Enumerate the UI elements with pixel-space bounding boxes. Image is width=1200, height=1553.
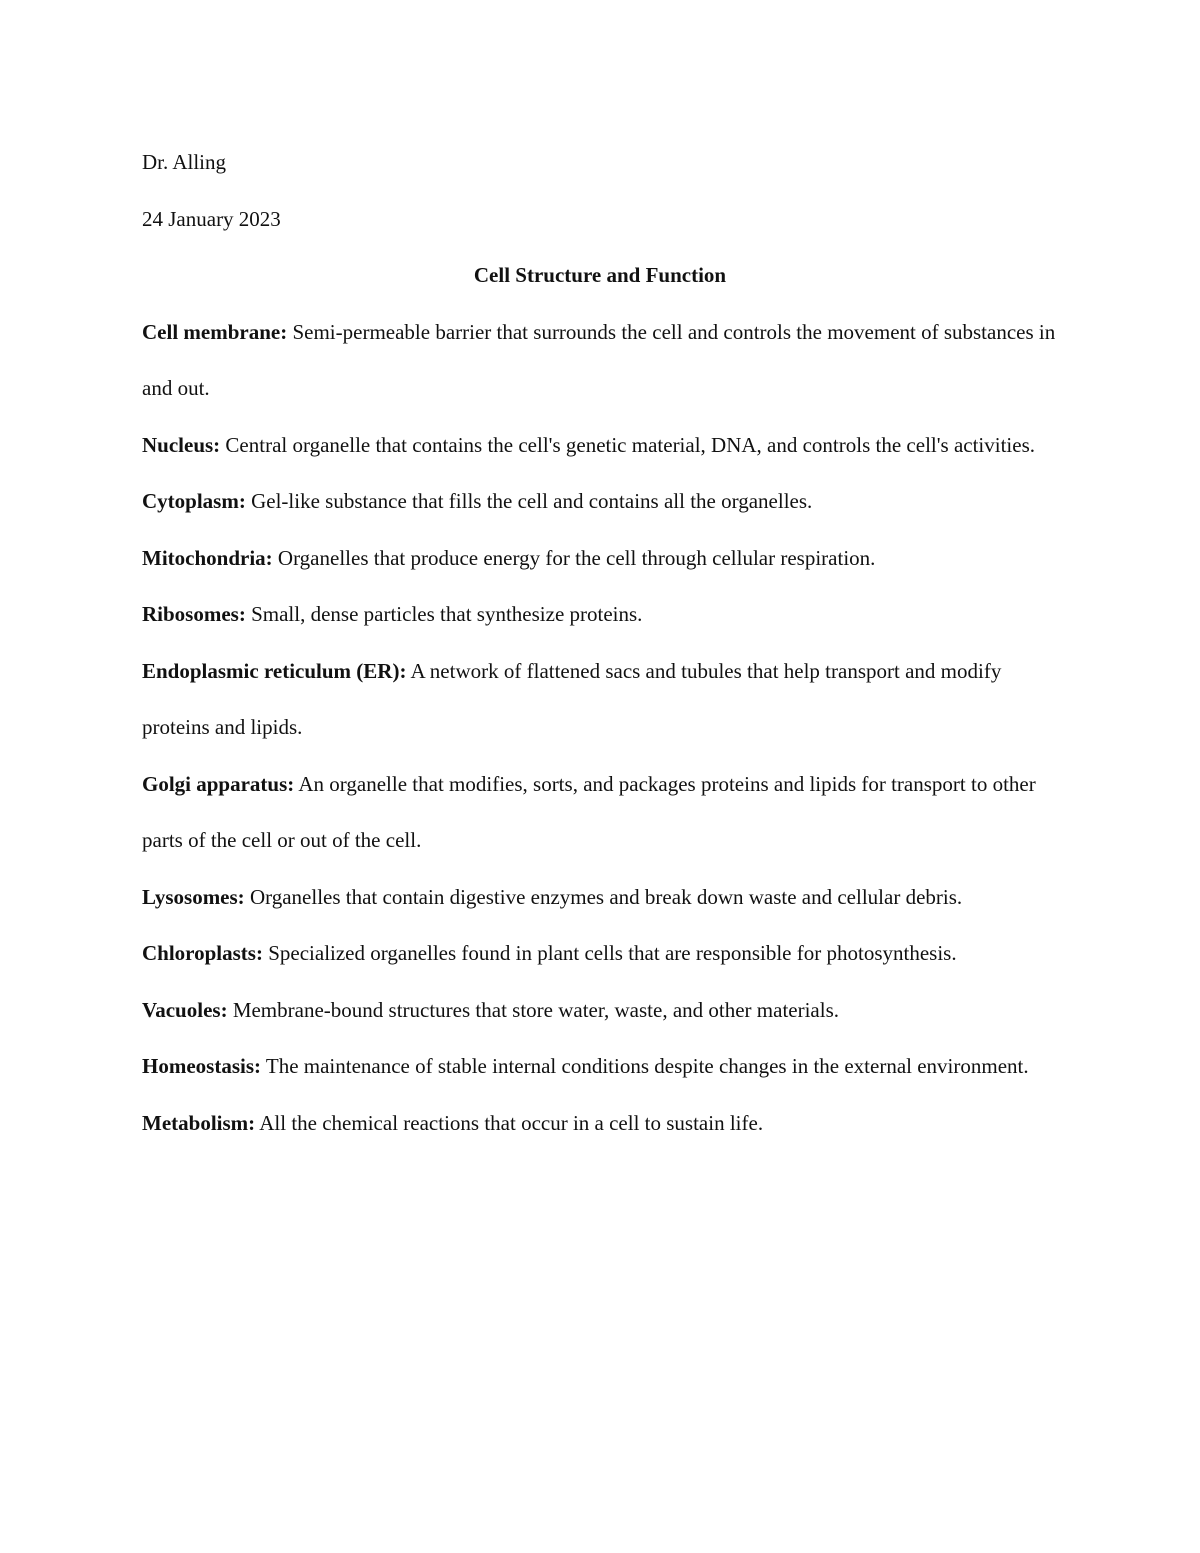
entry-lysosomes [142, 869, 1072, 926]
entry-definition: Specialized organelles found in plant cells that are responsible for photosynthesis. [268, 941, 957, 965]
entry-definition: Organelles that contain digestive enzymes and break down waste and cellular debris. [249, 884, 963, 909]
instructor-name: Dr. Alling [142, 150, 227, 174]
entry-term: Nucleus: [142, 432, 221, 457]
entry-term: Homeostasis: [142, 1054, 261, 1078]
entry-definition: Semi-permeable barrier that surrounds the cell and controls the movement of substances in and out. [142, 319, 1056, 400]
entry-term: Endoplasmic reticulum (ER): [142, 658, 407, 683]
entry-definition: The maintenance of stable internal conditions despite changes in the external environment. [265, 1054, 1029, 1078]
entry-definition: Gel-like substance that fills the cell and contains all the organelles. [251, 489, 813, 513]
entry-definition: A network of flattened sacs and tubules that help transport and modify proteins and lipids. [142, 658, 1002, 739]
entry-term: Mitochondria: [142, 545, 273, 570]
entry-term: Chloroplasts: [142, 941, 263, 965]
entry-term: Golgi apparatus: [142, 771, 295, 796]
entry-term: Vacuoles: [142, 997, 228, 1022]
entry-nucleus [142, 417, 1072, 474]
entry-golgi-apparatus [142, 756, 1072, 869]
entry-vacuoles [142, 982, 1072, 1039]
entry-chloroplasts [142, 925, 1072, 982]
entry-term: Ribosomes: [142, 602, 246, 626]
entry-term: Lysosomes: [142, 884, 245, 909]
document-title: Cell Structure and Function [473, 263, 727, 287]
entry-definition: Central organelle that contains the cell's genetic material, DNA, and controls the cell's activities. [225, 432, 1035, 457]
entry-term: Cytoplasm: [142, 489, 246, 513]
entry-cell-membrane [142, 304, 1072, 417]
entry-metabolism [142, 1095, 1072, 1152]
entry-mitochondria [142, 530, 1072, 587]
entry-term: Metabolism: [142, 1110, 256, 1135]
entry-cytoplasm [142, 473, 1072, 530]
document-body [142, 134, 1072, 1151]
entry-definition: Small, dense particles that synthesize proteins. [251, 602, 643, 626]
entry-definition: An organelle that modifies, sorts, and packages proteins and lipids for transport to other parts of the cell or out of the cell. [142, 771, 1036, 852]
entry-homeostasis [142, 1038, 1072, 1095]
entry-definition: Membrane-bound structures that store water, waste, and other materials. [232, 997, 840, 1022]
entry-definition: All the chemical reactions that occur in a cell to sustain life. [259, 1110, 764, 1135]
entry-ribosomes [142, 586, 1072, 643]
entry-endoplasmic-reticulum [142, 643, 1072, 756]
document-date: 24 January 2023 [142, 206, 281, 231]
entry-term: Cell membrane: [142, 319, 288, 344]
entry-definition: Organelles that produce energy for the cell through cellular respiration. [277, 545, 876, 570]
